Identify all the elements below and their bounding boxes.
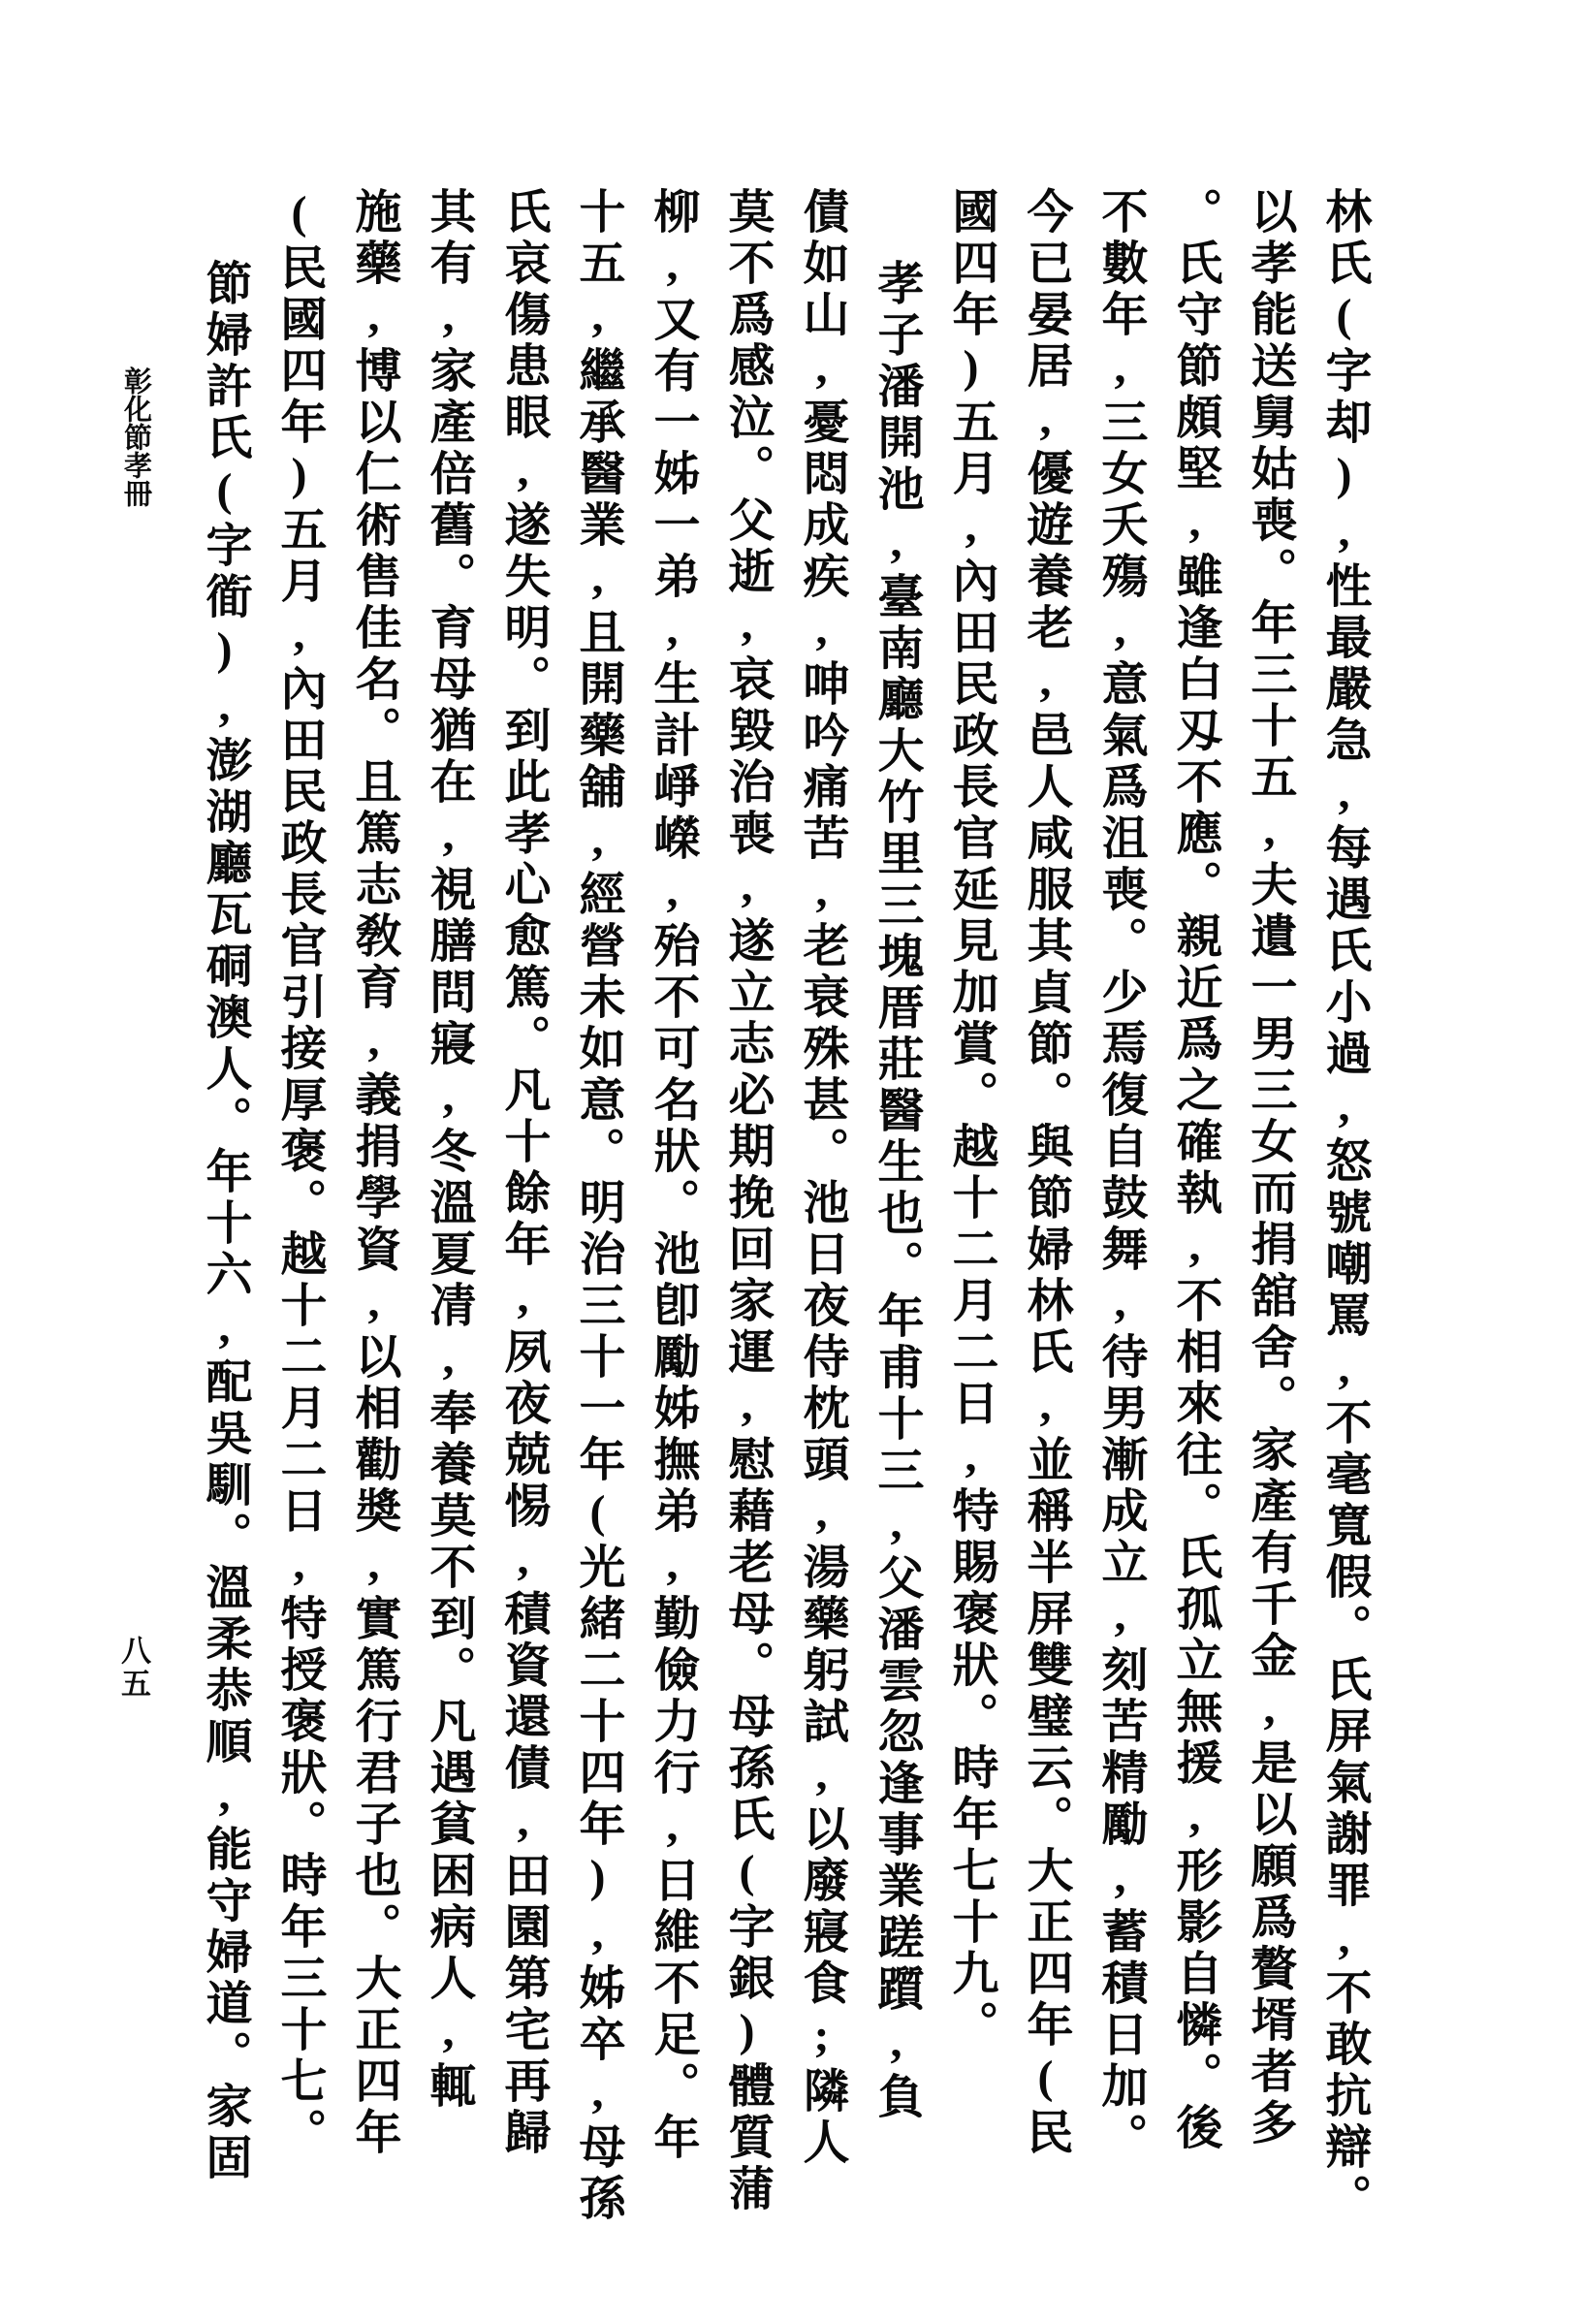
- text-column: 柳,又有一姊一弟,生計崢嶸,殆不可名狀。池卽勵姊撫弟,勤儉力行,日維不足。年: [647, 187, 698, 2164]
- text-column: 十五,繼承醫業,且開藥舖,經營未如意。明治三十一年(光緒二十四年),姊卒,母孫: [572, 187, 623, 2225]
- text-block: [187, 187, 1381, 2225]
- text-column: 債如山,憂悶成疾,呻吟痛苦,老衰殊甚。池日夜侍枕頭,湯藥躬試,以廢寢食;隣人: [796, 187, 847, 2169]
- text-column: 氏哀傷患眼,遂失明。到此孝心愈篤。凡十餘年,夙夜兢惕,積資還債,田園第宅再歸: [497, 187, 549, 2159]
- text-column: 節婦許氏(字衜),澎湖廳瓦硐澳人。年十六,配吳馴。溫柔恭順,能守婦道。家固: [199, 259, 250, 2184]
- text-column: 孝子潘開池,臺南廳大竹里三塊厝莊醫生也。年甫十三,父潘雲忽逢事業蹉躓,負: [870, 259, 922, 2123]
- text-column: 其有,家產倍舊。育母猶在,視膳問寢,冬溫夏凊,奉養莫不到。凡遇貧困病人,輒: [423, 187, 474, 2113]
- text-column: (民國四年)五月,內田民政長官引接厚褒。越十二月二日,特授褒狀。時年三十七。: [273, 187, 325, 2159]
- text-column: 以孝能送舅姑喪。年三十五,夫遺一男三女而捐舘舍。家產有千金,是以願爲贅壻者多: [1244, 187, 1295, 2149]
- text-column: 。氏守節頗堅,雖逢白刄不應。親近爲之確執,不相來往。氏孤立無援,形影自憐。後: [1169, 187, 1220, 2154]
- text-column: 林氏(字却),性最嚴急,每遇氏小過,怒號嘲罵,不毫寬假。氏屏氣謝罪,不敢抗辯。: [1318, 187, 1370, 2225]
- text-column: 施藥,博以仁術售佳名。且篤志敎育,義捐學資,以相勸奬,實篤行君子也。大正四年: [348, 187, 399, 2159]
- page-number: 八五: [116, 1635, 150, 1701]
- text-column: 莫不爲感泣。父逝,哀毀治喪,遂立志必期挽回家運,慰藉老母。母孫氏(字銀)體質蒲: [721, 187, 773, 2215]
- text-column: 今已晏居,優遊養老,邑人咸服其貞節。與節婦林氏,並稱半屏雙璧云。大正四年(民: [1020, 187, 1071, 2159]
- text-column: 不數年,三女夭殤,意氣爲沮喪。少焉復自鼓舞,待男漸成立,刻苦精勵,蓄積日加。: [1094, 187, 1146, 2164]
- running-title: 彰化節孝冊: [120, 366, 151, 507]
- text-column: 國四年)五月,內田民政長官延見加賞。越十二月二日,特賜褒狀。時年七十九。: [945, 187, 997, 2052]
